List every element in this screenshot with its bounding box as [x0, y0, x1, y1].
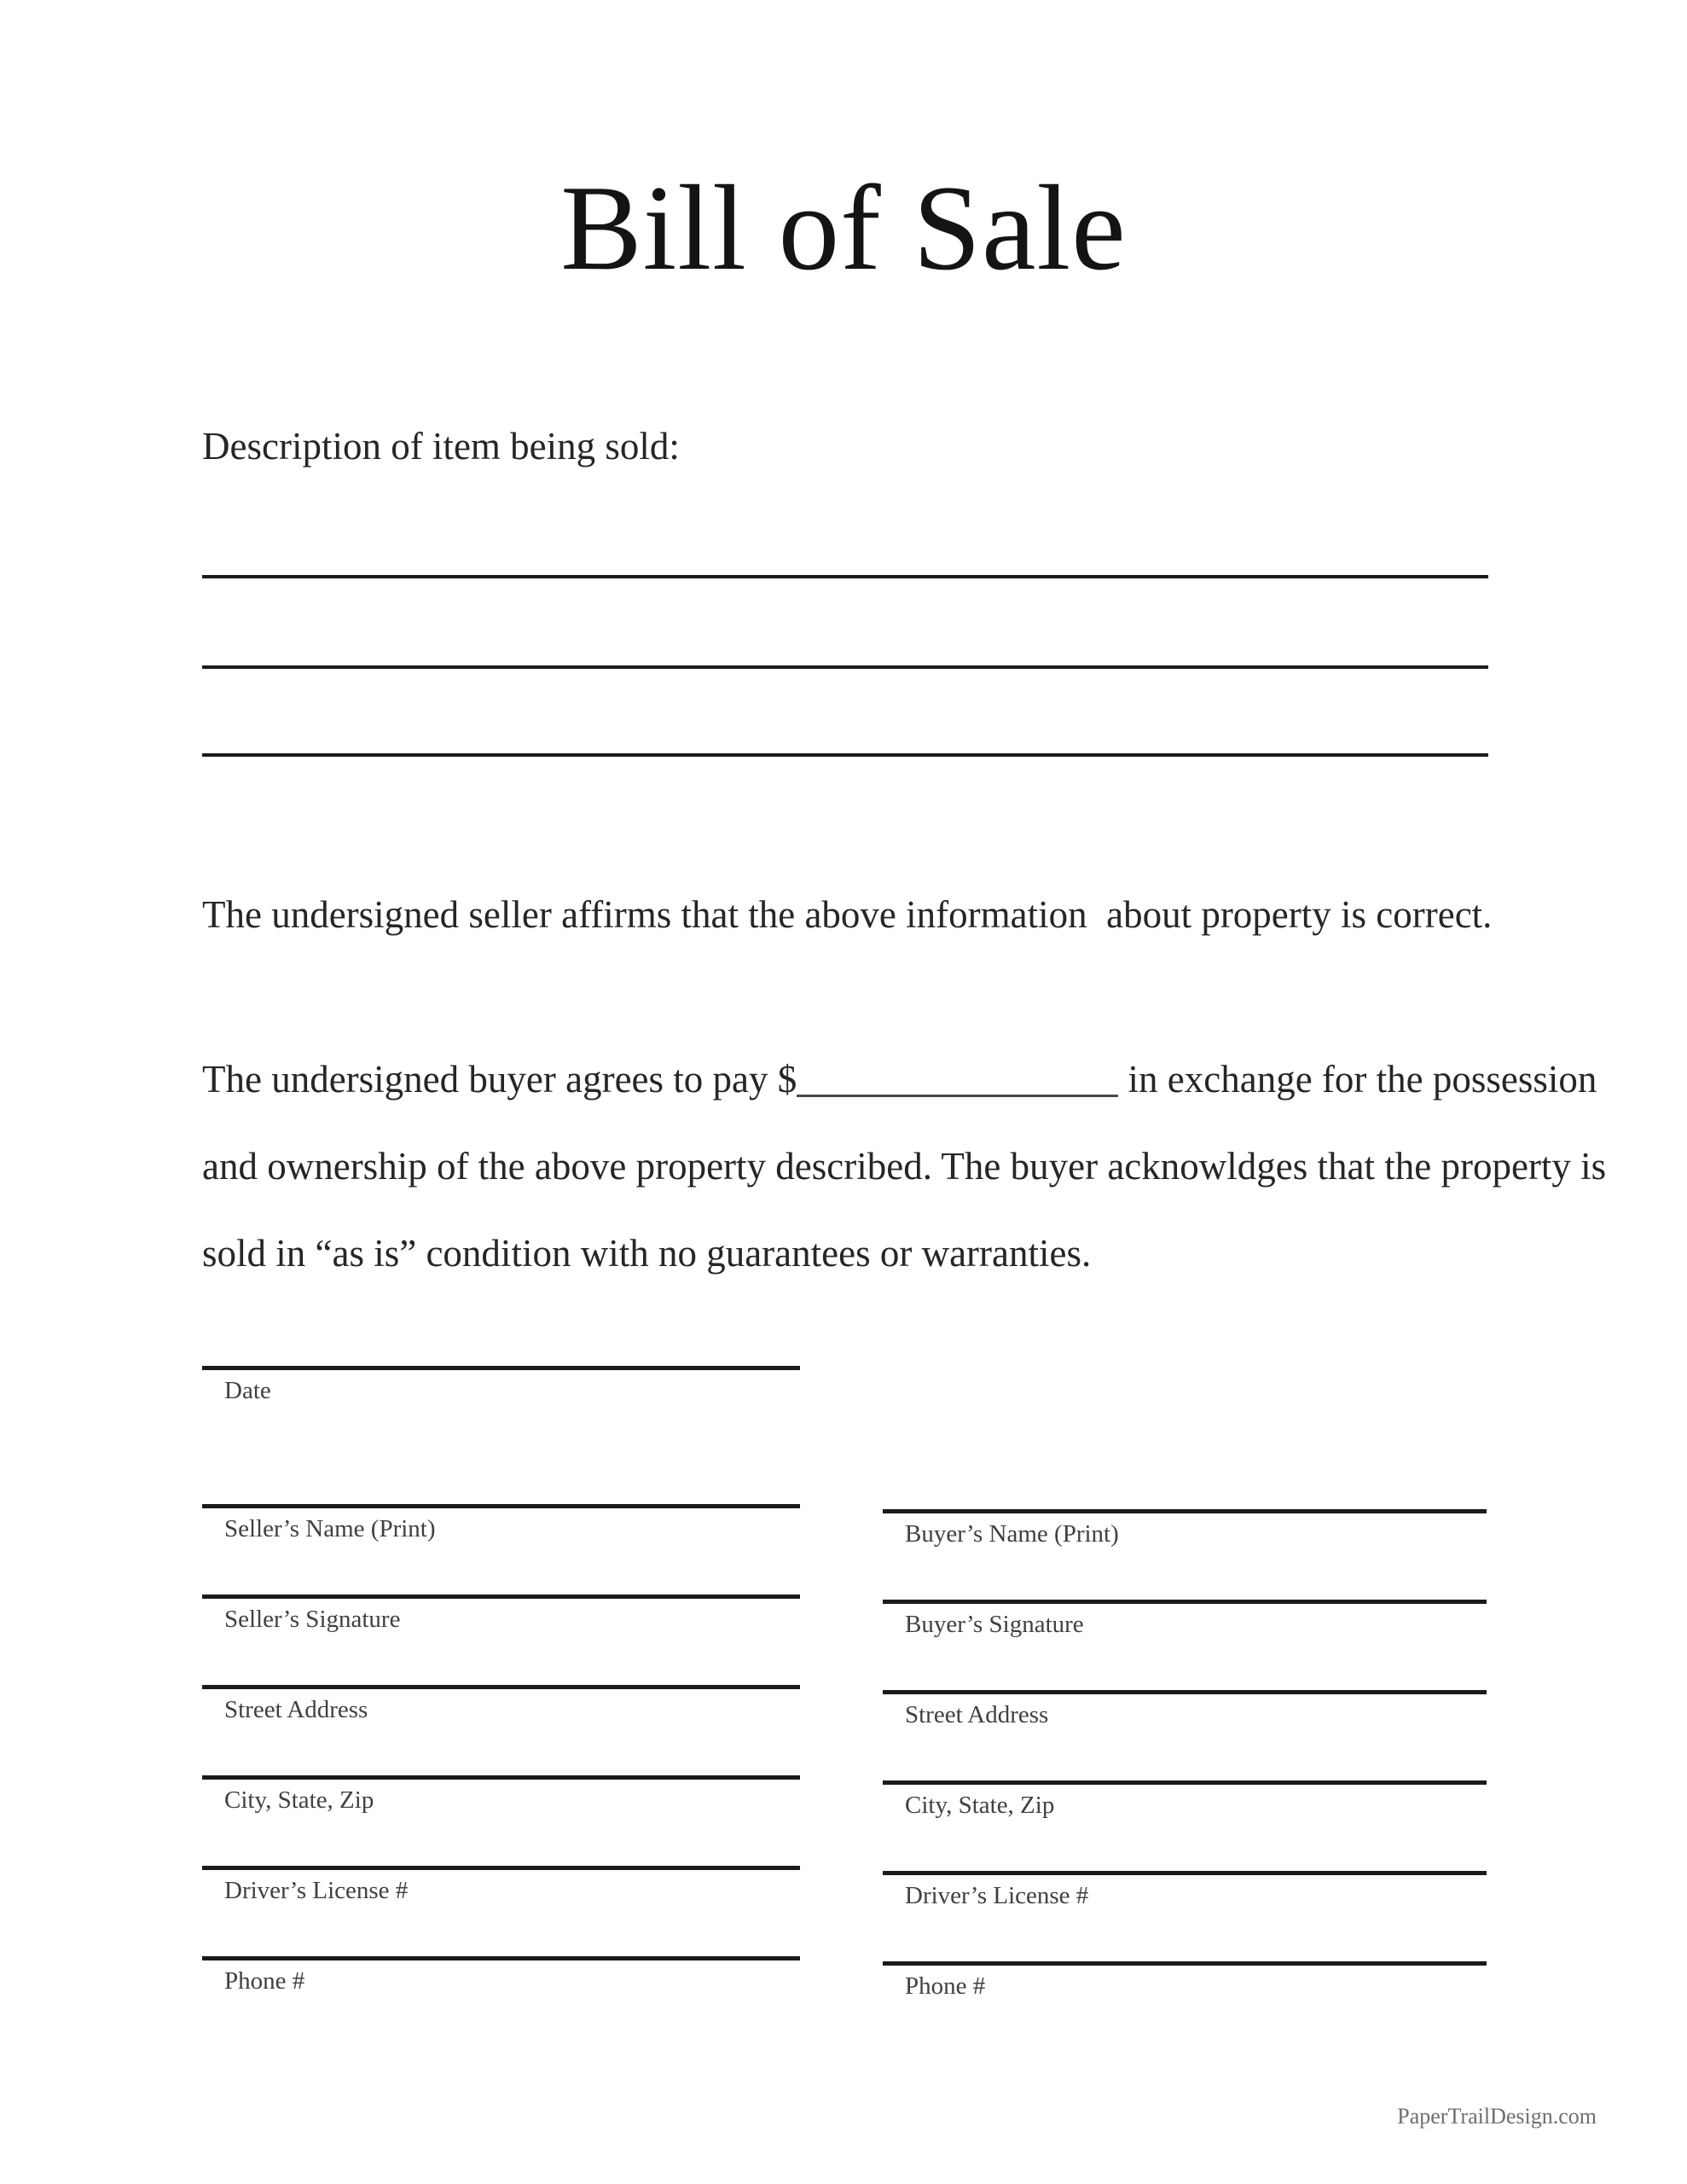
buyer-drivers-license-field-label: Driver’s License # — [905, 1882, 1089, 1909]
seller-signature-field-label: Seller’s Signature — [224, 1606, 401, 1633]
seller-drivers-license-field — [202, 1866, 800, 1905]
seller-name-field — [202, 1504, 800, 1543]
buyer-city-state-zip-field — [883, 1780, 1487, 1820]
seller-signature-field — [202, 1594, 800, 1634]
buyer-name-field-label: Buyer’s Name (Print) — [905, 1520, 1119, 1548]
buyer-agreement-text — [202, 1036, 1606, 1297]
payment-amount-blank — [797, 1059, 1118, 1097]
seller-city-state-zip-field-label: City, State, Zip — [224, 1786, 374, 1814]
buyer-agreement-line-3: sold in “as is” condition with no guarantees or warranties. — [202, 1232, 1092, 1275]
page-title: Bill of Sale — [560, 160, 1127, 295]
seller-name-field-label: Seller’s Name (Print) — [224, 1515, 436, 1542]
buyer-signature-field-label: Buyer’s Signature — [905, 1611, 1084, 1638]
buyer-phone-field — [883, 1961, 1487, 2001]
buyer-street-address-field — [883, 1690, 1487, 1729]
buyer-agreement-line1-prefix: The undersigned buyer agrees to pay $ — [202, 1058, 797, 1101]
buyer-signature-field — [883, 1600, 1487, 1639]
seller-phone-field-label: Phone # — [224, 1967, 305, 1995]
date-field — [202, 1366, 800, 1405]
buyer-city-state-zip-field-label: City, State, Zip — [905, 1792, 1055, 1819]
buyer-name-field — [883, 1509, 1487, 1548]
description-writing-line-3 — [202, 753, 1488, 757]
seller-street-address-field — [202, 1685, 800, 1724]
seller-affirmation-text: The undersigned seller affirms that the above information about property is correct. — [202, 893, 1493, 936]
buyer-street-address-field-label: Street Address — [905, 1701, 1049, 1728]
seller-street-address-field-label: Street Address — [224, 1696, 368, 1723]
buyer-agreement-line-2: and ownership of the above property described. The buyer acknowldges that the property is — [202, 1145, 1607, 1188]
buyer-phone-field-label: Phone # — [905, 1972, 986, 2000]
footer-credit: PaperTrailDesign.com — [1397, 2104, 1597, 2129]
buyer-agreement-line-1 — [202, 1036, 1606, 1123]
description-label: Description of item being sold: — [202, 425, 680, 468]
date-field-label: Date — [224, 1377, 271, 1404]
seller-phone-field — [202, 1956, 800, 1995]
buyer-drivers-license-field — [883, 1871, 1487, 1910]
seller-drivers-license-field-label: Driver’s License # — [224, 1877, 409, 1904]
description-writing-line-1 — [202, 575, 1488, 578]
buyer-agreement-line1-suffix: in exchange for the possession — [1118, 1058, 1597, 1101]
seller-city-state-zip-field — [202, 1775, 800, 1815]
description-writing-line-2 — [202, 665, 1488, 669]
